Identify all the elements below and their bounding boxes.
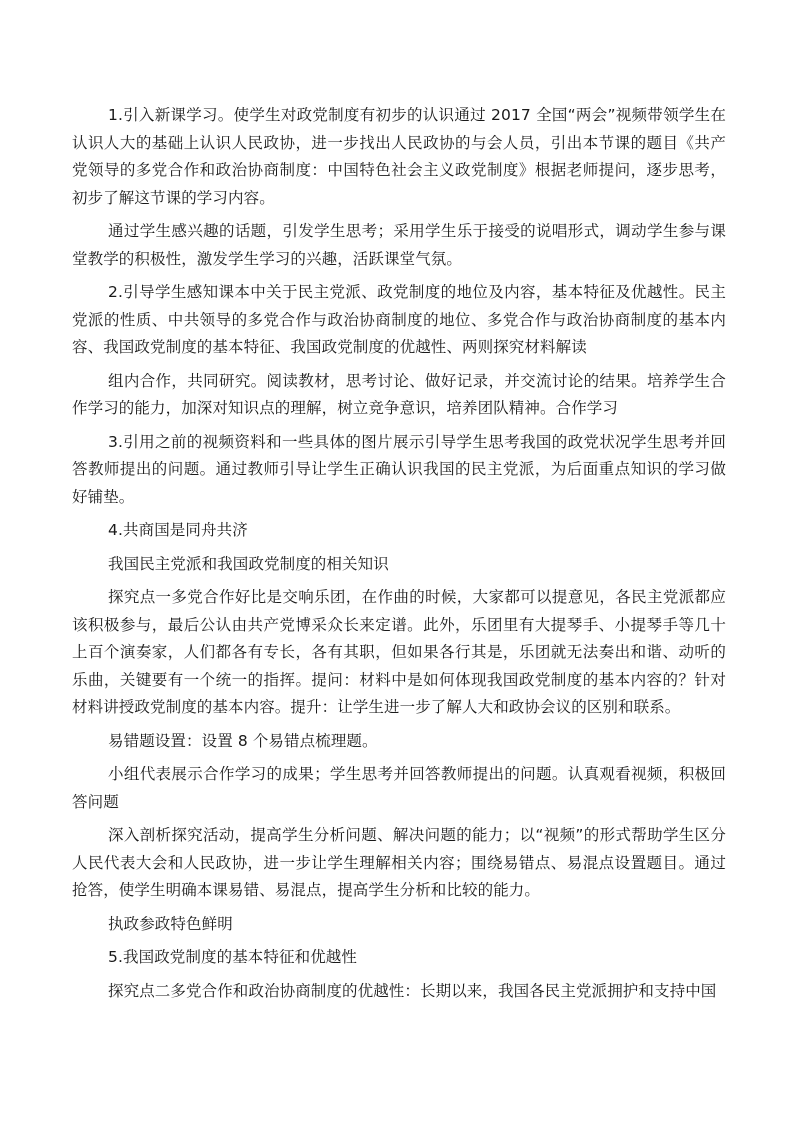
paragraph-13: 5.我国政党制度的基本特征和优越性 (108, 948, 357, 966)
paragraph-12: 执政参政特色鲜明 (108, 914, 233, 933)
paragraph-3: 2.引导学生感知课本中关于民主党派、政党制度的地位及内容，基本特征及优越性。民主党派的性质、中共领导的多党合作与政治协商制度的地位、多党合作与政治协商制度的基本内容、我国政党制度的基本特征、我国政党制度的优越性、两则探究材料解读 (72, 283, 726, 356)
paragraph-10: 小组代表展示合作学习的成果；学生思考并回答教师提出的问题。认真观看视频，积极回答问题 (72, 765, 726, 811)
paragraph-7: 我国民主党派和我国政党制度的相关知识 (108, 554, 389, 573)
paragraph-5: 3.引用之前的视频资料和一些具体的图片展示引导学生思考我国的政党状况学生思考并回答教师提出的问题。通过教师引导让学生正确认识我国的民主党派，为后面重点知识的学习做好铺垫。 (72, 432, 726, 506)
paragraph-11: 深入剖析探究活动，提高学生分析问题、解决问题的能力；以“视频”的形式帮助学生区分人民代表大会和人民政协，进一步让学生理解相关内容；围绕易错点、易混点设置题目。通过抢答，使学生明确本课易错、易混点，提高学生分析和比较的能力。 (72, 826, 726, 899)
paragraph-14: 探究点二多党合作和政治协商制度的优越性：长期以来，我国各民主党派拥护和支持中国 (108, 981, 717, 1000)
paragraph-9: 易错题设置：设置 8 个易错点梳理题。 (108, 731, 378, 750)
document-body (72, 102, 726, 1011)
paragraph-8: 探究点一多党合作好比是交响乐团，在作曲的时候，大家都可以提意见，各民主党派都应该积极参与，最后公认由共产党博采众长来定谱。此外，乐团里有大提琴手、小提琴手等几十上百个演奏家，人们都各有专长，各有其职，但如果各行其是，乐团就无法奏出和谐、动听的乐曲，关键要有一个统一的指挥。提问：材料中是如何体现我国政党制度的基本内容的？针对材料讲授政党制度的基本内容。提升：让学生进一步了解人大和政协会议的区别和联系。 (72, 588, 726, 716)
paragraph-4: 组内合作，共同研究。阅读教材，思考讨论、做好记录，并交流讨论的结果。培养学生合作学习的能力，加深对知识点的理解，树立竞争意识，培养团队精神。合作学习 (72, 371, 726, 417)
paragraph-6: 4.共商国是同舟共济 (108, 521, 248, 539)
paragraph-1: 1.引入新课学习。使学生对政党制度有初步的认识通过 2017 全国“两会”视频带领学生在认识人大的基础上认识人民政协，进一步找出人民政协的与会人员，引出本节课的题目《共产党领导的多党合作和政治协商制度：中国特色社会主义政党制度》根据老师提问，逐步思考，初步了解这节课的学习内容。 (72, 106, 726, 207)
paragraph-2: 通过学生感兴趣的话题，引发学生思考；采用学生乐于接受的说唱形式，调动学生参与课堂教学的积极性，激发学生学习的兴趣，活跃课堂气氛。 (72, 222, 726, 268)
